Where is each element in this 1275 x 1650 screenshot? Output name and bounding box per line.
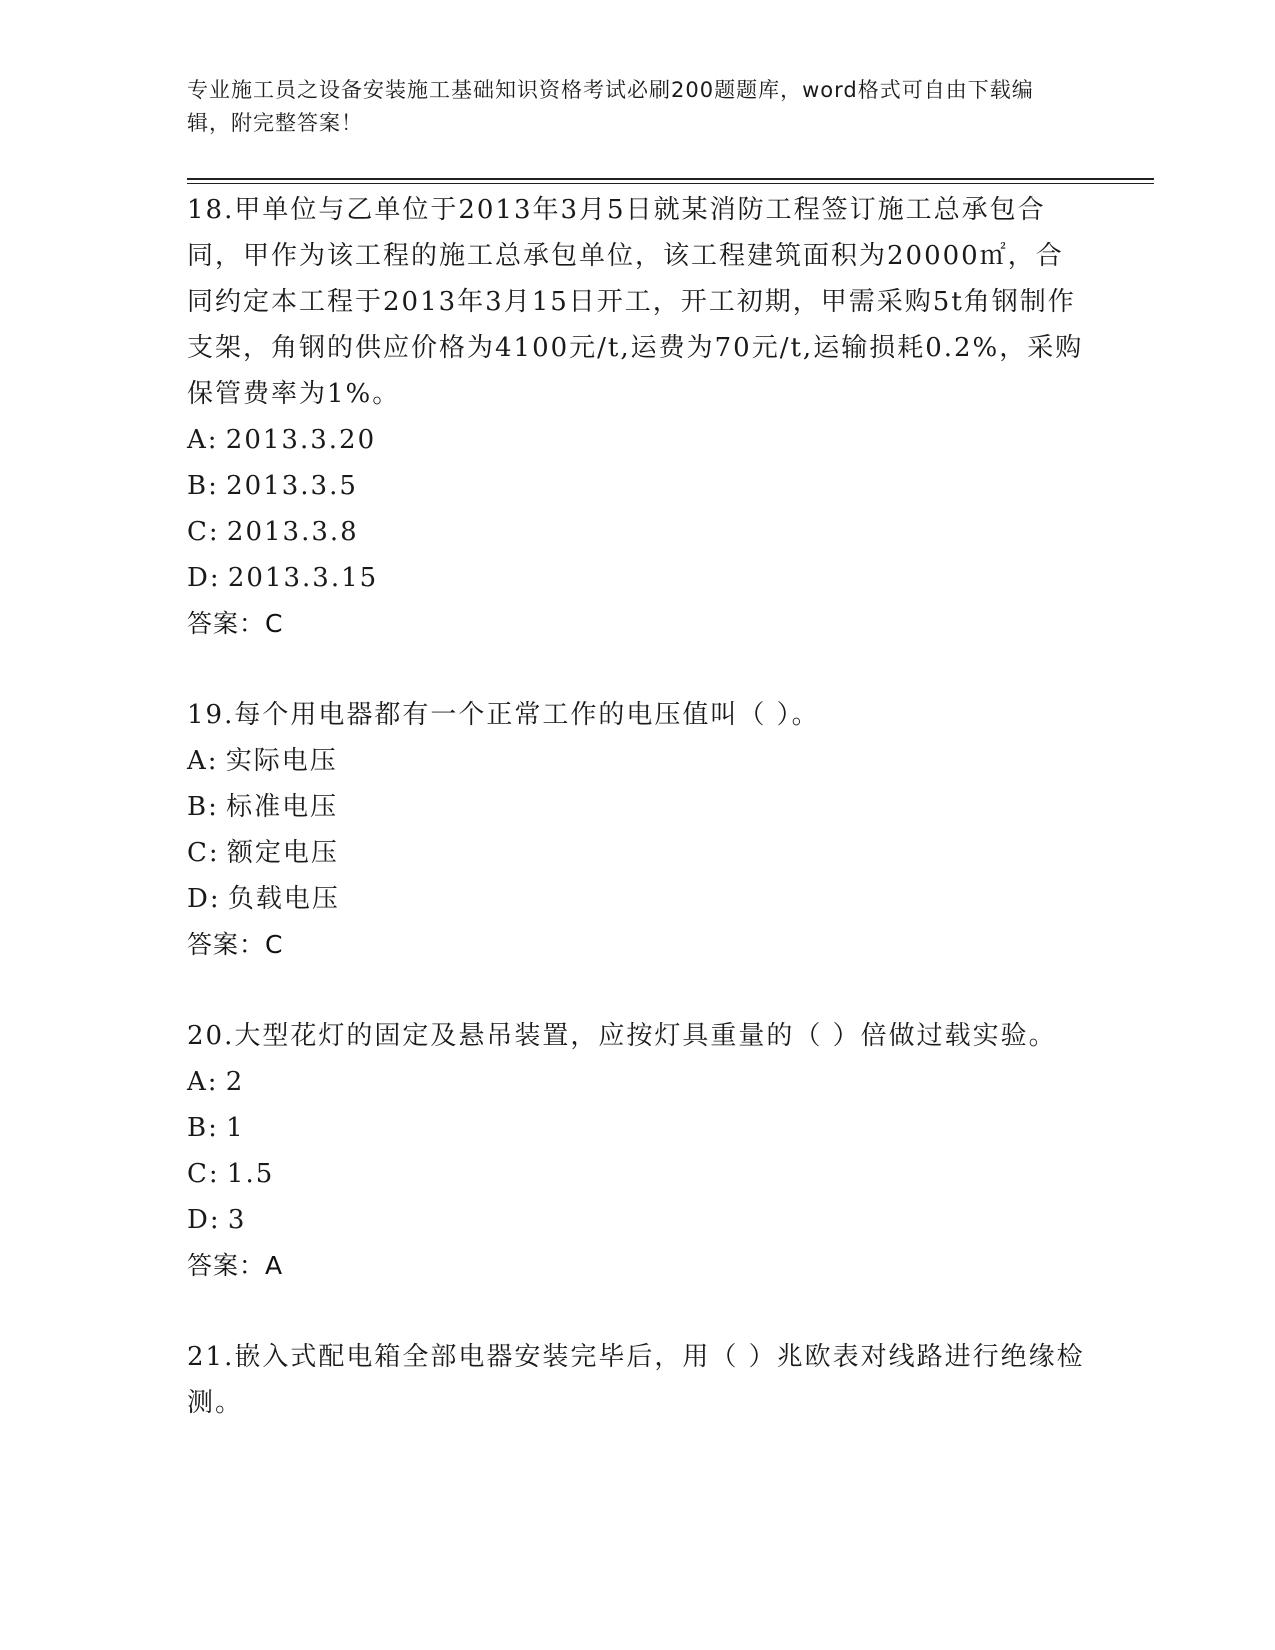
option-separator: : xyxy=(208,471,219,501)
option-c xyxy=(187,1151,1087,1197)
question-20 xyxy=(187,1013,1087,1289)
option-text: 3 xyxy=(227,1205,247,1235)
option-separator: : xyxy=(207,746,219,776)
question-stem: 18.甲单位与乙单位于2013年3月5日就某消防工程签订施工总承包合同，甲作为该工程的施工总承包单位，该工程建筑面积为20000㎡，合同约定本工程于2013年3月15日开工，开工初期，甲需采购5t角钢制作支架，角钢的供应价格为4100元/t,运费为70元/t,运输损耗0.2%，采购保管费率为1%。 xyxy=(187,195,1084,409)
question-19 xyxy=(187,692,1087,968)
option-text: 2 xyxy=(225,1067,245,1097)
question-list xyxy=(187,187,1087,1426)
option-b xyxy=(187,784,1087,830)
option-separator: : xyxy=(209,563,221,593)
option-text: 2013.3.5 xyxy=(226,471,358,501)
option-letter: D xyxy=(187,563,210,593)
option-letter: C xyxy=(187,517,209,547)
option-a xyxy=(187,1059,1087,1105)
option-c xyxy=(187,830,1087,876)
option-b xyxy=(187,463,1087,509)
option-text: 1 xyxy=(226,1113,245,1143)
option-text: 额定电压 xyxy=(226,838,339,868)
question-stem: 21.嵌入式配电箱全部电器安装完毕后，用（ ）兆欧表对线路进行绝缘检测。 xyxy=(187,1342,1085,1418)
option-separator: : xyxy=(208,1113,219,1143)
option-text: 2013.3.20 xyxy=(225,425,377,455)
option-letter: C xyxy=(187,838,209,868)
option-letter: B xyxy=(187,471,209,501)
option-letter: A xyxy=(187,425,208,455)
option-separator: : xyxy=(208,1159,220,1189)
option-letter: B xyxy=(187,1113,209,1143)
option-letter: A xyxy=(187,746,208,776)
option-letter: D xyxy=(187,1205,210,1235)
question-spacer xyxy=(187,1289,1087,1334)
option-separator: : xyxy=(209,884,221,914)
question-stem: 19.每个用电器都有一个正常工作的电压值叫（ ）。 xyxy=(187,700,820,730)
question-21 xyxy=(187,1334,1087,1426)
option-a xyxy=(187,417,1087,463)
option-c xyxy=(187,509,1087,555)
option-separator: : xyxy=(209,1205,221,1235)
question-stem: 20.大型花灯的固定及悬吊装置，应按灯具重量的（ ）倍做过载实验。 xyxy=(187,1021,1057,1051)
option-d xyxy=(187,876,1087,922)
answer-line: 答案：C xyxy=(187,930,284,959)
option-letter: D xyxy=(187,884,210,914)
header-divider-thin xyxy=(187,183,1154,184)
option-text: 实际电压 xyxy=(225,746,338,776)
option-separator: : xyxy=(207,1067,219,1097)
option-text: 2013.3.15 xyxy=(227,563,379,593)
answer-line: 答案：C xyxy=(187,609,284,638)
header-divider-thick xyxy=(187,178,1154,180)
option-separator: : xyxy=(207,425,219,455)
question-18 xyxy=(187,187,1087,647)
option-d xyxy=(187,555,1087,601)
option-text: 1.5 xyxy=(226,1159,275,1189)
option-a xyxy=(187,738,1087,784)
option-d xyxy=(187,1197,1087,1243)
option-letter: A xyxy=(187,1067,208,1097)
option-separator: : xyxy=(208,517,220,547)
option-separator: : xyxy=(208,838,220,868)
document-header: 专业施工员之设备安装施工基础知识资格考试必刷200题题库，word格式可自由下载编辑，附完整答案！ xyxy=(187,78,1034,135)
option-letter: C xyxy=(187,1159,209,1189)
option-letter: B xyxy=(187,792,209,822)
option-text: 标准电压 xyxy=(226,792,339,822)
question-spacer xyxy=(187,968,1087,1013)
question-spacer xyxy=(187,647,1087,692)
option-b xyxy=(187,1105,1087,1151)
option-text: 2013.3.8 xyxy=(226,517,359,547)
option-separator: : xyxy=(208,792,219,822)
option-text: 负载电压 xyxy=(227,884,340,914)
answer-line: 答案：A xyxy=(187,1251,284,1280)
